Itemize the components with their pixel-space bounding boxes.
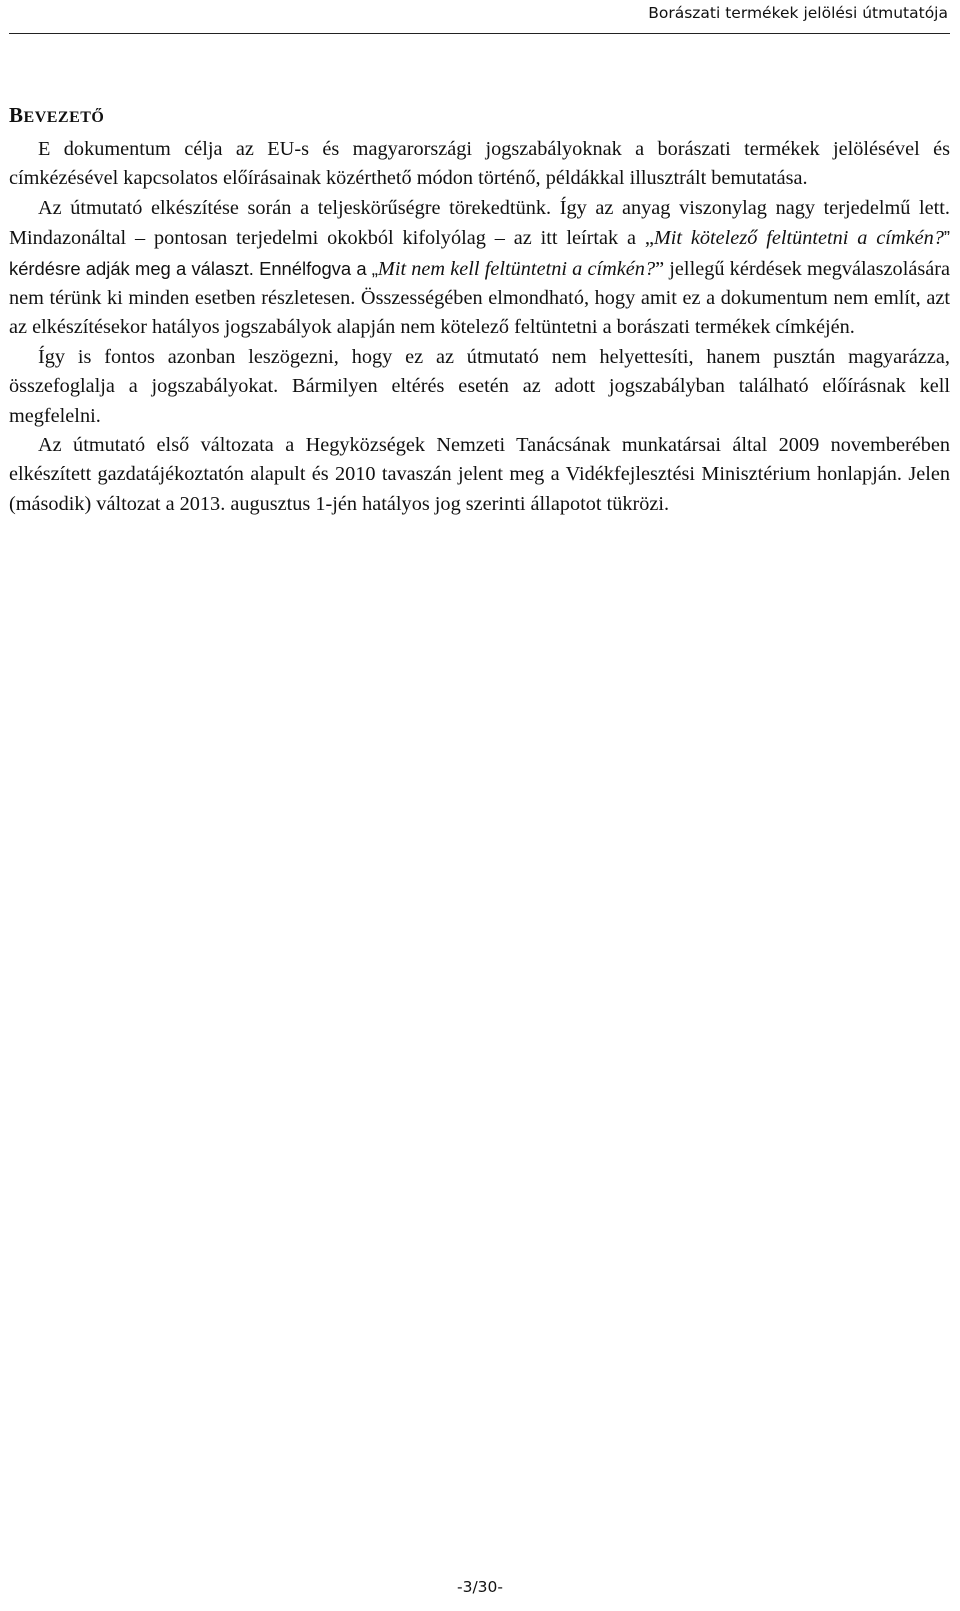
scope-text-part-2: ” kérdésre adják meg a választ. Ennélfogva a „ [9,227,950,279]
paragraph-scope [9,194,950,343]
paragraph-history: Az útmutató első változata a Hegyközségek Nemzeti Tanácsának munkatársai által 2009 novemberében elkészített gazdatájékoztatón alapult és 2010 tavaszán jelent meg a Vidékfejlesztési Minisztérium honlapján. Jelen (második) változat a 2013. augusztus 1-jén hatályos jog szerinti állapotot tükrözi. [9,434,950,515]
section-title-initial: B [9,103,24,127]
page-number: -3/30- [457,1578,503,1596]
header-rule [9,33,950,34]
section-title [9,100,950,133]
document-body [9,100,950,519]
scope-question-not-mandatory: Mit nem kell feltüntetni a címkén? [377,257,656,280]
scope-text-part-3: ” jellegű kérdések megválaszolására nem térünk ki minden esetben részletesen. Összességében elmondható, hogy amit ez a dokumentum nem említ, azt az elkészítésekor hatályos jogszabályok alapján nem kötelező feltüntetni a borászati termékek címkéjén. [9,257,950,339]
section-title-rest: EVEZETŐ [23,109,105,126]
paragraph-disclaimer: Így is fontos azonban leszögezni, hogy ez az útmutató nem helyettesíti, hanem pusztán magyarázza, összefoglalja a jogszabályokat. Bármilyen eltérés esetén az adott jogszabályban található előírásnak kell megfelelni. [9,345,950,427]
running-header: Borászati termékek jelölési útmutatója [648,4,948,22]
scope-text-part-1: Az útmutató elkészítése során a teljeskörűségre törekedtünk. Így az anyag viszonylag nagy terjedelmű lett. Mindazonáltal – pontosan terjedelmi okokból kifolyólag – az itt leírtak a „ [9,196,950,250]
scope-question-mandatory: Mit kötelező feltüntetni a címkén? [653,227,944,250]
paragraph-purpose: E dokumentum célja az EU-s és magyarországi jogszabályoknak a borászati termékek jelölésével és címkézésével kapcsolatos előírásainak közérthető módon történő, példákkal illusztrált bemutatása. [9,138,950,190]
